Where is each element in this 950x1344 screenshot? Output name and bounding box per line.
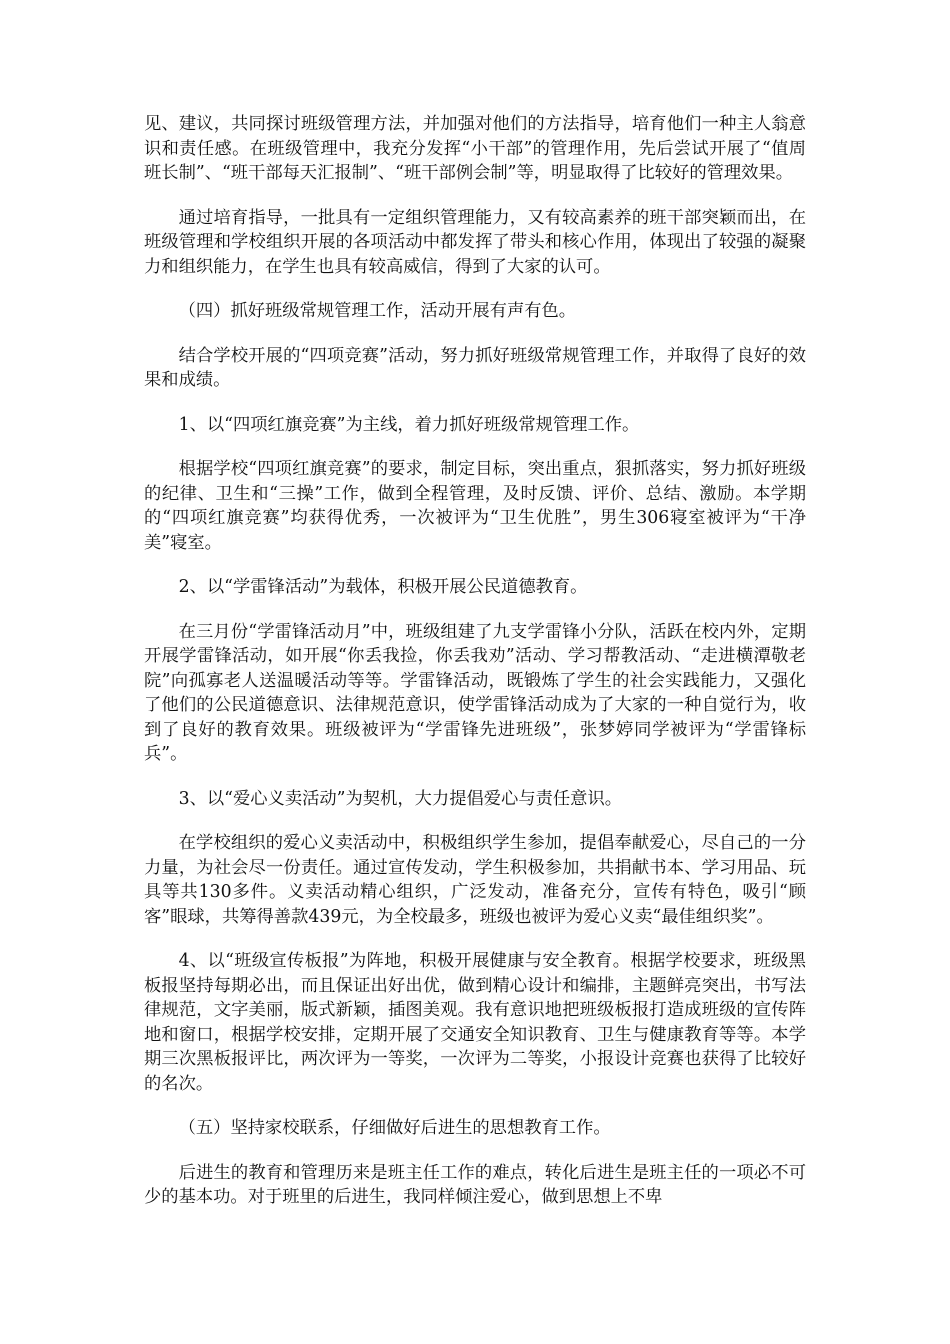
subheading-2: 2、以“学雷锋活动”为载体，积极开展公民道德教育。 xyxy=(178,577,588,597)
paragraph: 在三月份“学雷锋活动月”中，班级组建了九支学雷锋小分队，活跃在校内外，定期开展学雷锋活动，如开展“你丢我捡，你丢我劝”活动、学习帮教活动、“走进横潭敬老院”向孤寡老人送温暖活动等等。学雷锋活动，既锻炼了学生的社会实践能力，又强化了他们的公民道德意识、法律规范意识，使学雷锋活动成为了大家的一种自觉行为，收到了良好的教育效果。班级被评为“学雷锋先进班级”，张梦婷同学被评为“学雷锋标兵”。 xyxy=(144,621,806,764)
section-heading-4: （四）抓好班级常规管理工作，活动开展有声有色。 xyxy=(178,301,577,321)
paragraph: 通过培育指导，一批具有一定组织管理能力，又有较高素养的班干部突颖而出，在班级管理和学校组织开展的各项活动中都发挥了带头和核心作用，体现出了较强的凝聚力和组织能力，在学生也具有较高威信，得到了大家的认可。 xyxy=(144,207,806,277)
paragraph: 在学校组织的爱心义卖活动中，积极组织学生参加，提倡奉献爱心，尽自己的一分力量，为社会尽一份责任。通过宣传发动，学生积极参加，共捐献书本、学习用品、玩具等共130多件。义卖活动精心组织，广泛发动，准备充分，宣传有特色，吸引“顾客”眼球，共筹得善款439元，为全校最多，班级也被评为爱心义卖“最佳组织奖”。 xyxy=(144,833,806,927)
paragraph: 后进生的教育和管理历来是班主任工作的难点，转化后进生是班主任的一项必不可少的基本功。对于班里的后进生，我同样倾注爱心，做到思想上不卑 xyxy=(144,1162,806,1207)
paragraph: 根据学校“四项红旗竞赛”的要求，制定目标，突出重点，狠抓落实，努力抓好班级的纪律、卫生和“三操”工作，做到全程管理，及时反馈、评价、总结、激励。本学期的“四项红旗竞赛”均获得优秀，一次被评为“卫生优胜”，男生306寝室被评为“干净美”寝室。 xyxy=(144,459,806,553)
paragraph-continued: 见、建议，共同探讨班级管理方法，并加强对他们的方法指导，培育他们一种主人翁意识和责任感。在班级管理中，我充分发挥“小干部”的管理作用，先后尝试开展了“值周班长制”、“班干部每天汇报制”、“班干部例会制”等，明显取得了比较好的管理效果。 xyxy=(144,114,806,183)
paragraph-subheading-4: 4、以“班级宣传板报”为阵地，积极开展健康与安全教育。根据学校要求，班级黑板报坚持每期必出，而且保证出好出优，做到精心设计和编排，主题鲜亮突出，书写法律规范，文字美丽，版式新颖，插图美观。我有意识地把班级板报打造成班级的宣传阵地和窗口，根据学校安排，定期开展了交通安全知识教育、卫生与健康教育等等。本学期三次黑板报评比，两次评为一等奖，一次评为二等奖，小报设计竞赛也获得了比较好的名次。 xyxy=(144,951,806,1094)
section-heading-5: （五）坚持家校联系，仔细做好后进生的思想教育工作。 xyxy=(178,1118,611,1138)
document-page xyxy=(144,112,806,1230)
subheading-3: 3、以“爱心义卖活动”为契机，大力提倡爱心与责任意识。 xyxy=(178,788,623,809)
subheading-1: 1、以“四项红旗竞赛”为主线，着力抓好班级常规管理工作。 xyxy=(178,414,640,435)
paragraph: 结合学校开展的“四项竞赛”活动，努力抓好班级常规管理工作，并取得了良好的效果和成绩。 xyxy=(144,345,806,390)
